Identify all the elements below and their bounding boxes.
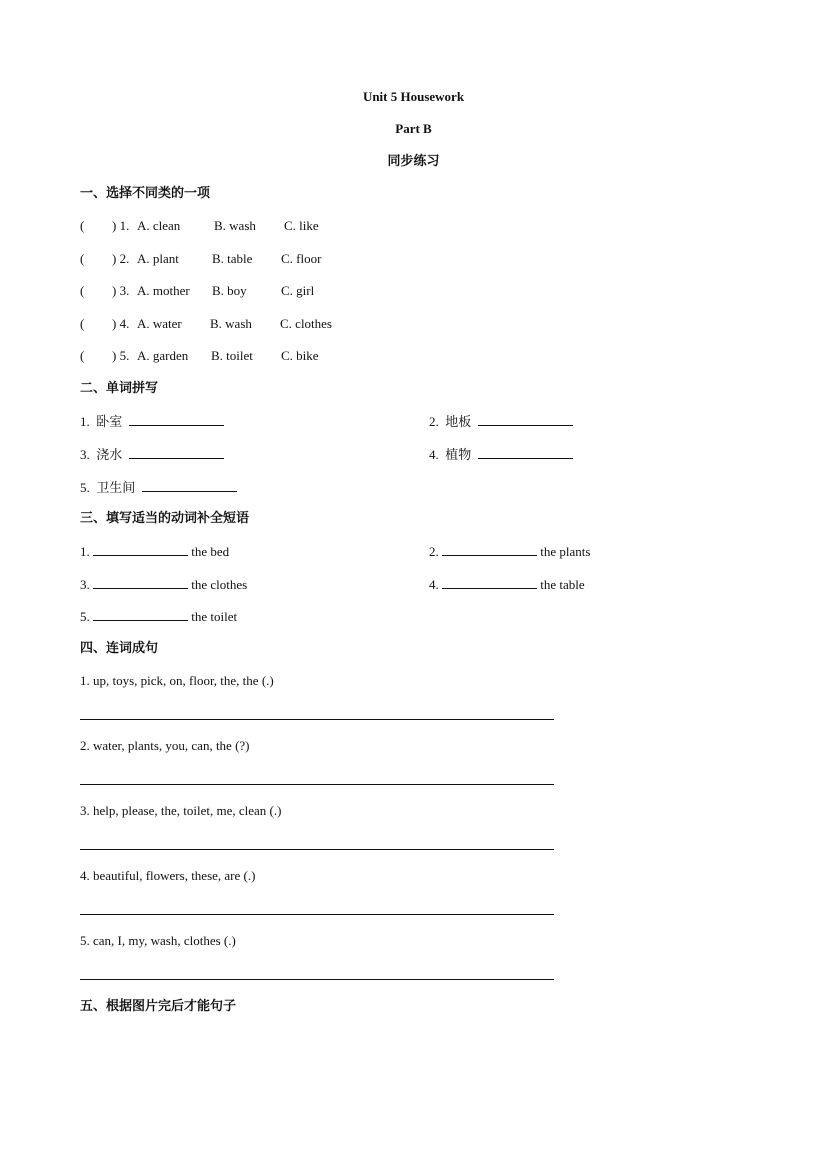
list-item bbox=[429, 446, 573, 463]
answer-blank[interactable] bbox=[93, 576, 188, 589]
list-item bbox=[80, 576, 247, 593]
option-a: A. mother bbox=[137, 283, 190, 298]
page-subtitle: Part B bbox=[395, 121, 432, 136]
answer-blank[interactable] bbox=[129, 413, 224, 426]
page-title: Unit 5 Housework bbox=[362, 89, 465, 104]
answer-paren[interactable]: ( bbox=[80, 283, 85, 298]
list-item bbox=[80, 608, 237, 625]
option-c: C. clothes bbox=[280, 316, 332, 331]
item-number: 5. bbox=[80, 480, 90, 495]
answer-blank[interactable] bbox=[442, 543, 537, 556]
page-subtitle-practice: 同步练习 bbox=[387, 153, 440, 168]
option-c: C. bike bbox=[281, 348, 319, 363]
option-b: B. toilet bbox=[211, 348, 253, 363]
option-b: B. table bbox=[212, 251, 253, 266]
answer-paren[interactable]: ( bbox=[80, 348, 85, 363]
answer-line[interactable] bbox=[80, 979, 554, 980]
section5-heading: 五、根据图片完后才能句子 bbox=[80, 998, 237, 1013]
phrase-text: the plants bbox=[540, 544, 591, 559]
option-b: B. wash bbox=[210, 316, 252, 331]
question-number: ) 3. bbox=[112, 283, 130, 298]
question-prompt: 5. can, I, my, wash, clothes (.) bbox=[80, 933, 236, 948]
option-c: C. like bbox=[284, 218, 319, 233]
list-item bbox=[80, 413, 224, 430]
option-a: A. garden bbox=[137, 348, 189, 363]
chinese-word: 卫生间 bbox=[96, 480, 136, 495]
item-number: 5. bbox=[80, 609, 90, 624]
section2-heading: 二、单词拼写 bbox=[80, 380, 159, 395]
chinese-word: 地板 bbox=[445, 414, 472, 429]
item-number: 3. bbox=[80, 447, 90, 462]
phrase-text: the toilet bbox=[191, 609, 238, 624]
chinese-word: 浇水 bbox=[96, 447, 123, 462]
section1-heading: 一、选择不同类的一项 bbox=[80, 185, 211, 200]
list-item bbox=[429, 543, 590, 560]
answer-blank[interactable] bbox=[478, 446, 573, 459]
answer-paren[interactable]: ( bbox=[80, 218, 85, 233]
answer-blank[interactable] bbox=[142, 479, 237, 492]
answer-paren[interactable]: ( bbox=[80, 251, 85, 266]
option-c: C. girl bbox=[281, 283, 315, 298]
list-item bbox=[80, 446, 224, 463]
option-a: A. clean bbox=[137, 218, 181, 233]
list-item bbox=[429, 576, 585, 593]
phrase-text: the table bbox=[540, 577, 585, 592]
question-number: ) 5. bbox=[112, 348, 130, 363]
answer-line[interactable] bbox=[80, 784, 554, 785]
item-number: 2. bbox=[429, 414, 439, 429]
answer-blank[interactable] bbox=[93, 543, 188, 556]
section4-heading: 四、连词成句 bbox=[80, 640, 159, 655]
option-a: A. water bbox=[137, 316, 182, 331]
item-number: 2. bbox=[429, 544, 439, 559]
section3-heading: 三、填写适当的动词补全短语 bbox=[80, 510, 250, 525]
answer-blank[interactable] bbox=[478, 413, 573, 426]
question-number: ) 2. bbox=[112, 251, 130, 266]
question-number: ) 4. bbox=[112, 316, 130, 331]
phrase-text: the bed bbox=[191, 544, 230, 559]
answer-blank[interactable] bbox=[442, 576, 537, 589]
option-b: B. boy bbox=[212, 283, 247, 298]
item-number: 1. bbox=[80, 544, 90, 559]
option-b: B. wash bbox=[214, 218, 256, 233]
answer-line[interactable] bbox=[80, 849, 554, 850]
list-item bbox=[429, 413, 573, 430]
question-prompt: 2. water, plants, you, can, the (?) bbox=[80, 738, 250, 753]
option-c: C. floor bbox=[281, 251, 322, 266]
question-number: ) 1. bbox=[112, 218, 130, 233]
chinese-word: 卧室 bbox=[96, 414, 123, 429]
answer-blank[interactable] bbox=[129, 446, 224, 459]
answer-line[interactable] bbox=[80, 719, 554, 720]
item-number: 1. bbox=[80, 414, 90, 429]
question-prompt: 1. up, toys, pick, on, floor, the, the (.) bbox=[80, 673, 274, 688]
item-number: 4. bbox=[429, 447, 439, 462]
answer-blank[interactable] bbox=[93, 608, 188, 621]
answer-line[interactable] bbox=[80, 914, 554, 915]
option-a: A. plant bbox=[137, 251, 179, 266]
question-prompt: 3. help, please, the, toilet, me, clean (.) bbox=[80, 803, 282, 818]
chinese-word: 植物 bbox=[445, 447, 472, 462]
list-item bbox=[80, 543, 229, 560]
phrase-text: the clothes bbox=[191, 577, 248, 592]
answer-paren[interactable]: ( bbox=[80, 316, 85, 331]
item-number: 4. bbox=[429, 577, 439, 592]
question-prompt: 4. beautiful, flowers, these, are (.) bbox=[80, 868, 256, 883]
item-number: 3. bbox=[80, 577, 90, 592]
list-item bbox=[80, 479, 237, 496]
